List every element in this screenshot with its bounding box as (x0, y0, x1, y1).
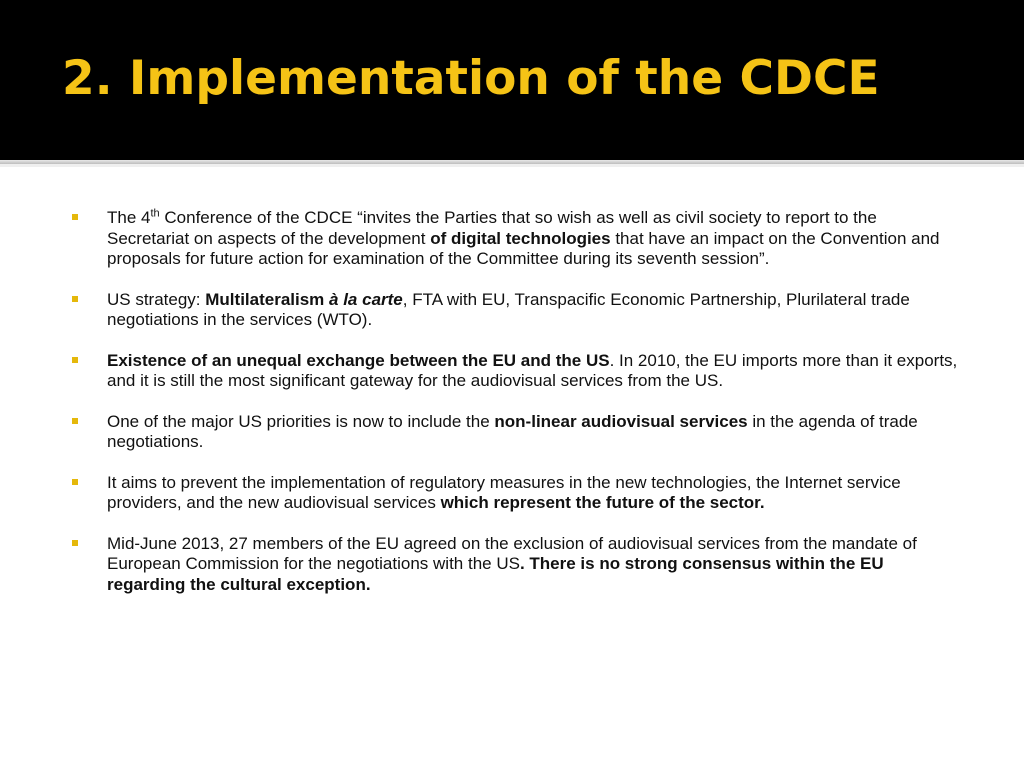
slide-title: 2. Implementation of the CDCE (62, 51, 880, 106)
text-run: It aims to prevent the implementation of regulatory measures in the new technologies, the Internet service providers, and the new audiovisual services (107, 472, 901, 512)
bullet-item-us-priorities (72, 412, 962, 453)
bold-text: . There is no strong consensus within the EU regarding the cultural exception. (107, 554, 884, 594)
bullet-list (72, 208, 962, 615)
bullet-text (107, 208, 962, 270)
bullet-text (107, 290, 962, 331)
text-run: , FTA with EU, Transpacific Economic Partnership, Plurilateral trade negotiations in the services (WTO). (107, 289, 910, 329)
bold-text: Existence of an unequal exchange between the EU and the US (107, 350, 610, 370)
bullet-item-regulatory-measures (72, 473, 962, 514)
bullet-item-conference (72, 208, 962, 270)
bullet-text (107, 534, 962, 596)
square-bullet-icon (72, 214, 78, 220)
title-divider-shadow (0, 164, 1024, 167)
bullet-text (107, 351, 962, 392)
bold-text: non-linear audiovisual services (494, 411, 748, 431)
square-bullet-icon (72, 540, 78, 546)
text-run: Mid-June 2013, 27 members of the EU agreed on the exclusion of audiovisual services from the mandate of European Commission for the negotiations with the US (107, 533, 917, 573)
bullet-text (107, 473, 962, 514)
superscript: th (150, 207, 160, 220)
bold-text: which represent the future of the sector. (440, 493, 765, 512)
bold-italic-text: à la carte (329, 289, 403, 309)
bold-text: of digital technologies (430, 228, 611, 248)
text-run: US strategy: (107, 289, 206, 309)
square-bullet-icon (72, 418, 78, 424)
bullet-item-unequal-exchange (72, 351, 962, 392)
square-bullet-icon (72, 479, 78, 485)
bullet-item-mid-june-2013 (72, 534, 962, 596)
title-bar (0, 0, 1024, 160)
bullet-text (107, 412, 962, 453)
square-bullet-icon (72, 357, 78, 363)
text-run: that have an impact on the Convention and proposals for future action for examination of the Committee during its seventh session”. (107, 228, 940, 268)
bold-text: Multilateralism (205, 289, 330, 309)
bullet-item-us-strategy (72, 290, 962, 331)
text-run: in the agenda of trade negotiations. (107, 411, 918, 451)
text-run: Conference of the CDCE “invites the Parties that so wish as well as civil society to report to the Secretariat on aspects of the development (107, 208, 877, 248)
text-run: The 4 (107, 208, 151, 227)
text-run: One of the major US priorities is now to include the (107, 411, 495, 431)
square-bullet-icon (72, 296, 78, 302)
text-run: . In 2010, the EU imports more than it exports, and it is still the most significant gateway for the audiovisual services from the US. (107, 350, 958, 390)
